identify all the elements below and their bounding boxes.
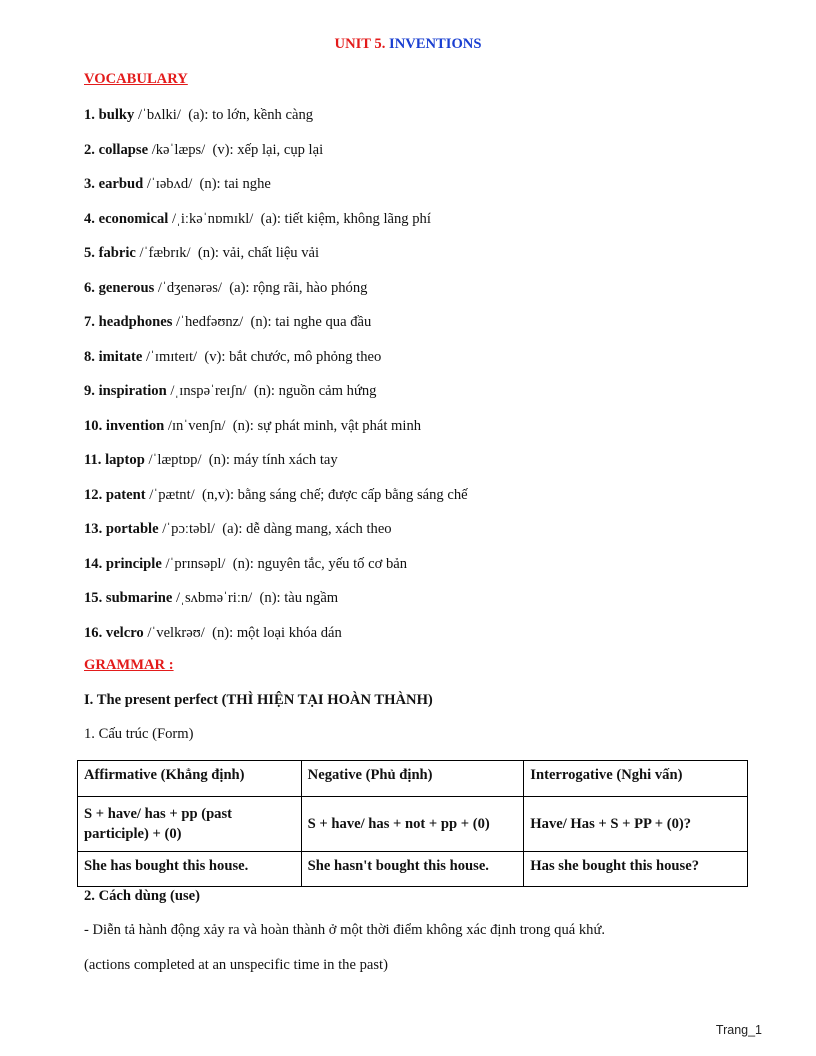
table-cell: She hasn't bought this house. xyxy=(301,852,524,887)
vocabulary-item xyxy=(84,347,468,382)
unit-name: INVENTIONS xyxy=(389,36,482,52)
table-cell: S + have/ has + not + pp + (0) xyxy=(301,797,524,852)
vocabulary-list xyxy=(84,105,468,657)
vocabulary-word: 9. inspiration xyxy=(84,383,167,399)
vocabulary-item xyxy=(84,381,468,416)
vocabulary-word: 10. invention xyxy=(84,417,165,434)
table-header-cell: Affirmative (Khẳng định) xyxy=(78,761,302,797)
vocabulary-definition: /ˈbʌlki/ (a): to lớn, kềnh càng xyxy=(134,107,314,123)
vocabulary-item xyxy=(84,174,468,209)
form-heading: 1. Cấu trúc (Form) xyxy=(84,726,194,742)
vocabulary-word: 12. patent xyxy=(84,486,146,503)
use-description: - Diễn tả hành động xảy ra và hoàn thành ở một thời điểm không xác định trong quá khứ. xyxy=(84,922,606,938)
section-title: I. The present perfect (THÌ HIỆN TẠI HOÀN THÀNH) xyxy=(84,692,433,708)
vocabulary-definition: /ˈhedfəʊnz/ (n): tai nghe qua đầu xyxy=(172,314,372,330)
vocabulary-item xyxy=(84,554,468,589)
table-header-cell: Negative (Phủ định) xyxy=(301,761,524,797)
vocabulary-item xyxy=(84,485,468,520)
table-header-cell: Interrogative (Nghi vấn) xyxy=(524,761,748,797)
vocabulary-item xyxy=(84,588,468,623)
vocabulary-item xyxy=(84,209,468,244)
vocabulary-heading: VOCABULARY xyxy=(84,71,188,87)
vocabulary-item xyxy=(84,140,468,175)
vocabulary-item xyxy=(84,312,468,347)
vocabulary-item xyxy=(84,416,468,451)
vocabulary-item xyxy=(84,278,468,313)
table-cell: Have/ Has + S + PP + (0)? xyxy=(524,797,748,852)
vocabulary-definition: /ˌiːkəˈnɒmɪkl/ (a): tiết kiệm, không lãng phí xyxy=(168,210,431,227)
table-cell: Has she bought this house? xyxy=(524,852,748,887)
use-description-english: (actions completed at an unspecific time in the past) xyxy=(84,957,388,973)
vocabulary-item xyxy=(84,450,468,485)
vocabulary-definition: /ˈɪəbʌd/ (n): tai nghe xyxy=(143,176,271,192)
vocabulary-definition: /kəˈlæps/ (v): xếp lại, cụp lại xyxy=(148,141,324,158)
vocabulary-word: 14. principle xyxy=(84,555,162,572)
vocabulary-definition: /ˈvelkrəʊ/ (n): một loại khóa dán xyxy=(143,624,342,641)
vocabulary-word: 13. portable xyxy=(84,521,159,537)
vocabulary-word: 3. earbud xyxy=(84,176,144,192)
vocabulary-definition: /ˈdʒenərəs/ (a): rộng rãi, hào phóng xyxy=(154,279,368,296)
vocabulary-item xyxy=(84,519,468,554)
vocabulary-word: 6. generous xyxy=(84,279,155,296)
vocabulary-definition: /ˌɪnspəˈreɪʃn/ (n): nguồn cảm hứng xyxy=(166,383,377,399)
vocabulary-word: 2. collapse xyxy=(84,141,149,158)
unit-label: UNIT 5. xyxy=(334,36,386,52)
page-number: Trang_1 xyxy=(715,1023,762,1037)
table-cell: S + have/ has + pp (past participle) + (0) xyxy=(78,797,302,852)
table-row xyxy=(78,852,748,887)
vocabulary-definition: /ˈpætnt/ (n,v): bằng sáng chế; được cấp bằng sáng chế xyxy=(145,486,468,503)
table-header-row xyxy=(78,761,748,797)
vocabulary-word: 1. bulky xyxy=(84,107,135,123)
vocabulary-item xyxy=(84,105,468,140)
vocabulary-definition: /ˈlæptɒp/ (n): máy tính xách tay xyxy=(144,452,338,468)
vocabulary-item xyxy=(84,243,468,278)
vocabulary-definition: /ɪnˈvenʃn/ (n): sự phát minh, vật phát minh xyxy=(164,417,422,434)
form-table xyxy=(77,760,748,887)
grammar-heading: GRAMMAR : xyxy=(84,657,174,673)
vocabulary-item xyxy=(84,623,468,658)
vocabulary-word: 11. laptop xyxy=(84,452,145,468)
vocabulary-word: 7. headphones xyxy=(84,314,173,330)
vocabulary-definition: /ˈfæbrɪk/ (n): vải, chất liệu vải xyxy=(135,245,320,261)
vocabulary-definition: /ˈprɪnsəpl/ (n): nguyên tắc, yếu tố cơ bản xyxy=(161,555,408,572)
use-heading: 2. Cách dùng (use) xyxy=(84,888,200,904)
vocabulary-word: 15. submarine xyxy=(84,590,173,606)
vocabulary-definition: /ˌsʌbməˈriːn/ (n): tàu ngầm xyxy=(172,590,339,606)
vocabulary-word: 8. imitate xyxy=(84,348,143,365)
vocabulary-word: 4. economical xyxy=(84,210,169,227)
vocabulary-definition: /ˈɪmɪteɪt/ (v): bắt chước, mô phỏng theo xyxy=(142,348,382,365)
vocabulary-definition: /ˈpɔːtəbl/ (a): dễ dàng mang, xách theo xyxy=(158,521,392,537)
page-title xyxy=(0,36,816,53)
vocabulary-word: 5. fabric xyxy=(84,245,136,261)
table-row xyxy=(78,797,748,852)
table-cell: She has bought this house. xyxy=(78,852,302,887)
vocabulary-word: 16. velcro xyxy=(84,624,144,641)
